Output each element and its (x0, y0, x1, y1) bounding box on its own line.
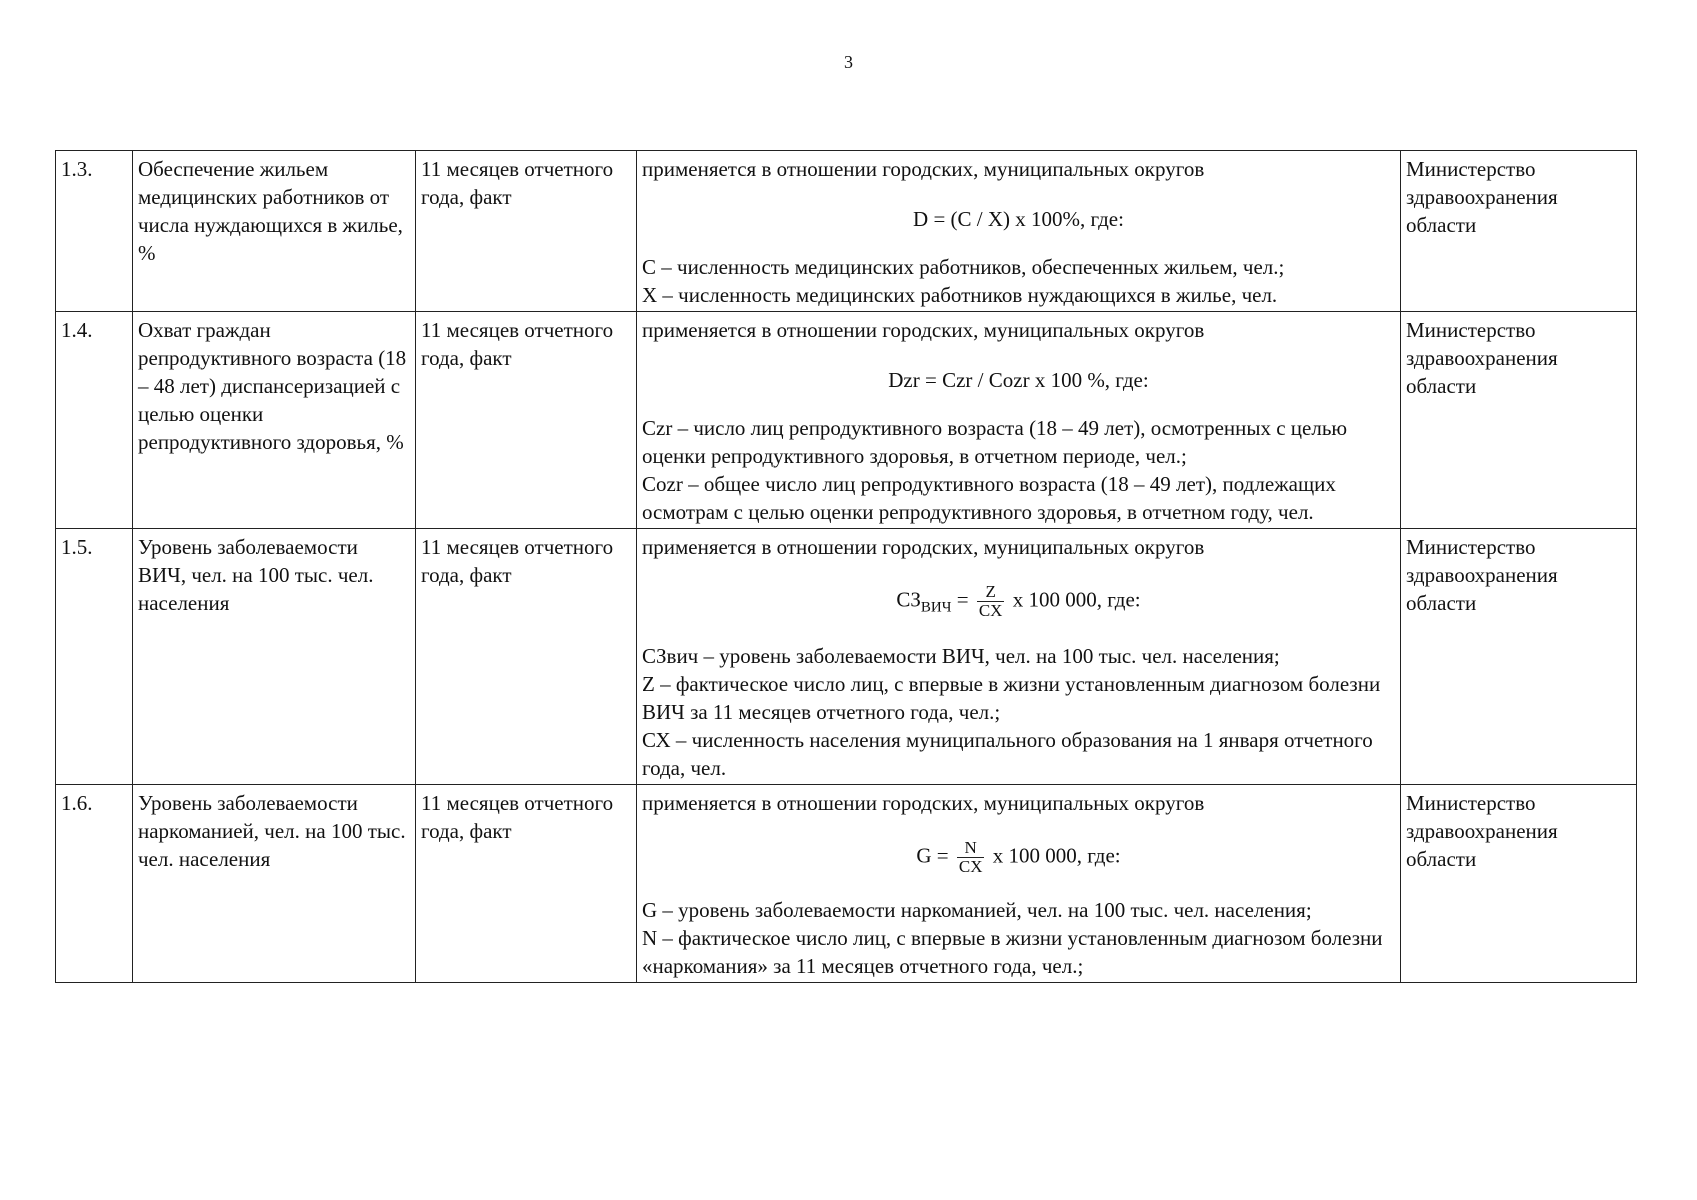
formula-rest: x 100 000, где: (1012, 587, 1141, 612)
fraction-denominator: CX (958, 856, 983, 876)
definition: Z – фактическое число лиц, с впервые в жизни установленным диагнозом болезни ВИЧ за 11 месяцев отчетного года, чел.; (642, 671, 1381, 724)
method-intro: применяется в отношении городских, муниципальных округов (642, 790, 1205, 815)
responsible-body: Министерство здравоохранения области (1401, 529, 1637, 785)
calculation-method (637, 784, 1401, 982)
definition: Cozr – общее число лиц репродуктивного возраста (18 – 49 лет), подлежащих осмотрам с целью оценки репродуктивного здоровья, в отчетном году, чел. (642, 472, 1336, 524)
indicator-name: Обеспечение жильем медицинских работников от числа нуждающихся в жилье, % (133, 151, 416, 312)
formula-rest: x 100 000, где: (992, 842, 1121, 867)
definition: С – численность медицинских работников, обеспеченных жильем, чел.; (642, 255, 1285, 279)
formula: Dzr = Czr / Cozr x 100 %, где: (888, 368, 1149, 392)
formula-fraction (977, 583, 1005, 620)
formula-lhs: СЗ (896, 587, 921, 612)
definition: N – фактическое число лиц, с впервые в жизни установленным диагнозом болезни «наркомания» за 11 месяцев отчетного года, чел.; (642, 925, 1383, 978)
calculation-method (637, 312, 1401, 529)
row-number: 1.4. (56, 312, 133, 529)
responsible-body: Министерство здравоохранения области (1401, 784, 1637, 982)
formula: $СЗ_{ВИЧ}$ = $\frac{Z}{CX}$ x 100 000, где: (896, 582, 1141, 620)
method-intro: применяется в отношении городских, муниципальных округов (642, 157, 1205, 181)
fraction-numerator: Z (977, 583, 1005, 602)
table-row (56, 151, 1637, 312)
fraction-denominator: CX (978, 601, 1003, 620)
row-number: 1.6. (56, 784, 133, 982)
responsible-body: Министерство здравоохранения области (1401, 312, 1637, 529)
formula (642, 839, 1395, 876)
indicators-table (55, 150, 1637, 983)
fraction-numerator: N (957, 839, 985, 858)
definition: Х – численность медицинских работников нуждающихся в жилье, чел. (642, 283, 1278, 307)
table-row (56, 529, 1637, 785)
reporting-period: 11 месяцев отчетного года, факт (416, 312, 637, 529)
calculation-method (637, 529, 1401, 785)
method-intro: применяется в отношении городских, муниципальных округов (642, 318, 1205, 342)
method-intro: применяется в отношении городских, муниципальных округов (642, 535, 1205, 559)
page-number: 3 (844, 52, 853, 72)
reporting-period: 11 месяцев отчетного года, факт (416, 529, 637, 785)
indicator-name: Уровень заболеваемости ВИЧ, чел. на 100 тыс. чел. населения (133, 529, 416, 785)
formula-subscript: ВИЧ (920, 599, 952, 616)
indicator-name: Уровень заболеваемости наркоманией, чел. на 100 тыс. чел. населения (133, 784, 416, 982)
calculation-method (637, 151, 1401, 312)
reporting-period: 11 месяцев отчетного года, факт (416, 151, 637, 312)
table-row (56, 784, 1637, 982)
definition: СЗвич – уровень заболеваемости ВИЧ, чел. на 100 тыс. чел. населения; (642, 643, 1280, 668)
definition: G – уровень заболеваемости наркоманией, чел. на 100 тыс. чел. населения; (642, 897, 1312, 922)
definition: СХ – численность населения муниципального образования на 1 января отчетного года, чел. (642, 727, 1373, 780)
formula-lhs: G = (916, 842, 949, 867)
formula-fraction (957, 839, 985, 876)
row-number: 1.3. (56, 151, 133, 312)
responsible-body: Министерство здравоохранения области (1401, 151, 1637, 312)
table-row (56, 312, 1637, 529)
reporting-period: 11 месяцев отчетного года, факт (416, 784, 637, 982)
indicator-name: Охват граждан репродуктивного возраста (18 – 48 лет) диспансеризацией с целью оценки репродуктивного здоровья, % (133, 312, 416, 529)
definition: Czr – число лиц репродуктивного возраста (18 – 49 лет), осмотренных с целью оценки репродуктивного здоровья, в отчетном периоде, чел.; (642, 416, 1348, 468)
row-number: 1.5. (56, 529, 133, 785)
formula: D = (C / X) x 100%, где: (913, 207, 1124, 231)
